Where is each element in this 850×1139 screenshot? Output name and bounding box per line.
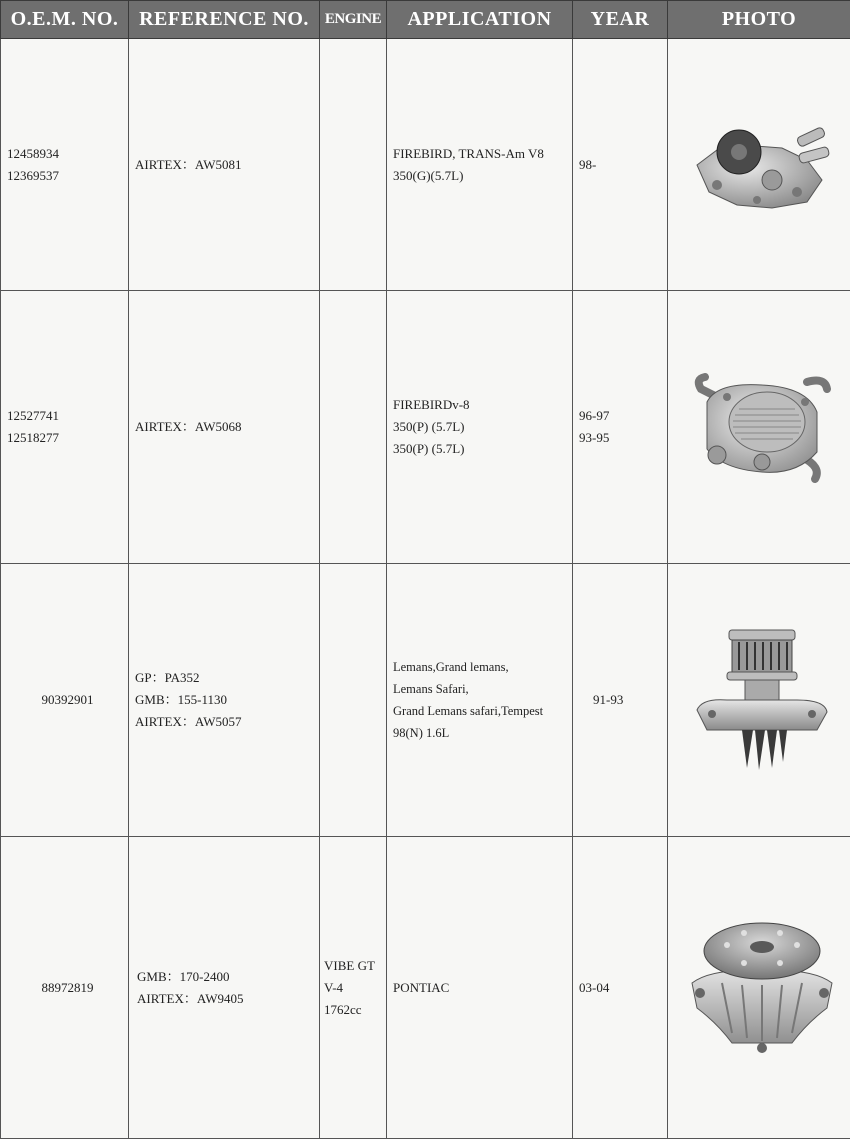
- reference-number: AIRTEX：AW5068: [135, 416, 319, 438]
- header-row: [1, 1, 850, 39]
- photo-cell: [668, 39, 850, 291]
- application-text: Lemans Safari,: [393, 678, 572, 700]
- engine-text: VIBE GT: [324, 955, 386, 977]
- oem-number: 12458934: [7, 143, 128, 165]
- reference-cell: [129, 291, 320, 564]
- table-row: [1, 564, 850, 837]
- water-pump-flange-icon: [682, 913, 842, 1063]
- application-text: 350(P) (5.7L): [393, 438, 572, 460]
- oem-cell: [1, 564, 129, 837]
- engine-cell: [320, 837, 387, 1139]
- header-photo: PHOTO: [668, 1, 850, 39]
- reference-number: AIRTEX：AW5057: [135, 711, 319, 733]
- application-text: 350(G)(5.7L): [393, 165, 572, 187]
- reference-number: AIRTEX：AW9405: [137, 988, 319, 1010]
- photo-cell: [668, 564, 850, 837]
- oem-number: 12369537: [7, 165, 128, 187]
- reference-cell: [129, 837, 320, 1139]
- reference-number: GMB：155-1130: [135, 689, 319, 711]
- oem-number: 90392901: [7, 689, 128, 711]
- year-cell: [573, 564, 668, 837]
- oem-number: 12527741: [7, 405, 128, 427]
- reference-cell: [129, 39, 320, 291]
- oem-number: 12518277: [7, 427, 128, 449]
- water-pump-gear-icon: [687, 620, 837, 780]
- header-year: YEAR: [573, 1, 668, 39]
- year-text: 03-04: [579, 977, 667, 999]
- table-row: [1, 39, 850, 291]
- reference-number: GP：PA352: [135, 667, 319, 689]
- year-text: 98-: [579, 154, 667, 176]
- oem-cell: [1, 291, 129, 564]
- oem-cell: [1, 837, 129, 1139]
- header-application: APPLICATION: [387, 1, 573, 39]
- application-text: FIREBIRDv-8: [393, 394, 572, 416]
- application-text: 98(N) 1.6L: [393, 722, 572, 744]
- engine-text: V-4: [324, 977, 386, 999]
- water-pump-icon: [687, 110, 837, 220]
- photo-cell: [668, 291, 850, 564]
- application-text: FIREBIRD, TRANS-Am V8: [393, 143, 572, 165]
- year-text: 96-97: [579, 405, 667, 427]
- application-text: 350(P) (5.7L): [393, 416, 572, 438]
- water-pump-icon: [687, 357, 837, 497]
- table-row: [1, 837, 850, 1139]
- header-oem-no: O.E.M. NO.: [1, 1, 129, 39]
- year-cell: [573, 291, 668, 564]
- engine-cell: [320, 564, 387, 837]
- reference-cell: [129, 564, 320, 837]
- application-text: PONTIAC: [393, 977, 572, 999]
- oem-number: 88972819: [7, 977, 128, 999]
- engine-cell: [320, 291, 387, 564]
- application-cell: [387, 39, 573, 291]
- application-text: Lemans,Grand lemans,: [393, 656, 572, 678]
- reference-number: AIRTEX：AW5081: [135, 154, 319, 176]
- application-cell: [387, 564, 573, 837]
- engine-text: 1762cc: [324, 999, 386, 1021]
- photo-cell: [668, 837, 850, 1139]
- engine-cell: [320, 39, 387, 291]
- application-cell: [387, 837, 573, 1139]
- header-engine: ENGINE: [320, 1, 387, 39]
- year-text: 91-93: [593, 689, 667, 711]
- header-reference-no: REFERENCE NO.: [129, 1, 320, 39]
- application-text: Grand Lemans safari,Tempest: [393, 700, 572, 722]
- table-row: [1, 291, 850, 564]
- year-cell: [573, 39, 668, 291]
- year-cell: [573, 837, 668, 1139]
- year-text: 93-95: [579, 427, 667, 449]
- oem-cell: [1, 39, 129, 291]
- application-cell: [387, 291, 573, 564]
- reference-number: GMB：170-2400: [137, 966, 319, 988]
